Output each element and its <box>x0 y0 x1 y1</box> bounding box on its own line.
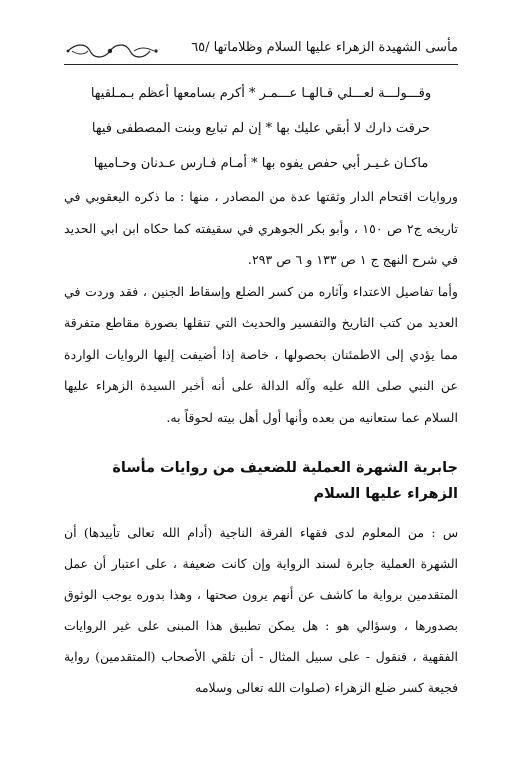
question-paragraph: س : من المعلوم لدى فقهاء الفرقة الناجية (أدام الله تعالى تأييدها) أن الشهرة العملية جابرة لسند الرواية وإن كانت ضعيفة ، على اعتبار أن عمل المتقدمين برواية ما كاشف عن أنهم يرون صحتها ، وهذا بدوره يوجب الوثوق بصدورها ، وسؤالي هو : هل يمكن تطبيق هذا المبنى على غير الروايات الفقهية ، فنقول - على سبيل المثال - أن تلقي الأصحاب (المتقدمين) رواية فجيعة كسر ضلع الزهراء (صلوات الله تعالى وسلامه <box>64 525 458 695</box>
page-content <box>64 76 458 703</box>
running-header-title: مأسى الشهيدة الزهراء عليها السلام وظلاماتها /٦٥ <box>191 40 458 55</box>
body-paragraph: وروايات اقتحام الدار وثقتها عدة من المصادر ، منها : ما ذكره اليعقوبي في تاريخه ج٢ ص ١٥٠ ، وأبو بكر الجوهري في سقيفته كما حكاه ابن ابي الحديد في شرح النهج ج ١ ص ١٣٣ و ٦ ص ٢٩٣. <box>64 189 458 267</box>
decorative-ornament-icon <box>64 42 162 60</box>
section-heading: جابرية الشهرة العملية للضعيف من روايات مأساة الزهراء عليها السلام <box>112 460 458 502</box>
poem-verse: حرقت دارك لا أبقي عليك بها * إن لم تبايع وبنت المصطفى فيها <box>91 121 431 136</box>
poem-verse: ماكـان غـيـر أبي حفص يفوه بها * أمـام فـارس عـدنان وحـاميها <box>93 156 429 171</box>
page-header <box>64 40 458 62</box>
poem-verse: وقـــولـــة لعـــلي قـالهـا عـــمـر * أكرم بسامعها أعظم بـمـلقيها <box>90 86 432 101</box>
header-divider <box>64 64 458 65</box>
body-paragraph: وأما تفاصيل الاعتداء وآثاره من كسر الضلع وإسقاط الجنين ، فقد وردت في العديد من كتب التاريخ والتفسير والحديث التي تنقلها بصورة مقاطع متفرقة مما يؤدي إلى الاطمئنان بحصولها ، خاصة إذا أضيفت إليها الروايات الواردة عن النبي صلى الله عليه وآله الدالة على أنه أخبر السيدة الزهراء عليها السلام عما ستعانيه من بعده وأنها أول أهل بيته لحوقاً به. <box>64 283 458 425</box>
